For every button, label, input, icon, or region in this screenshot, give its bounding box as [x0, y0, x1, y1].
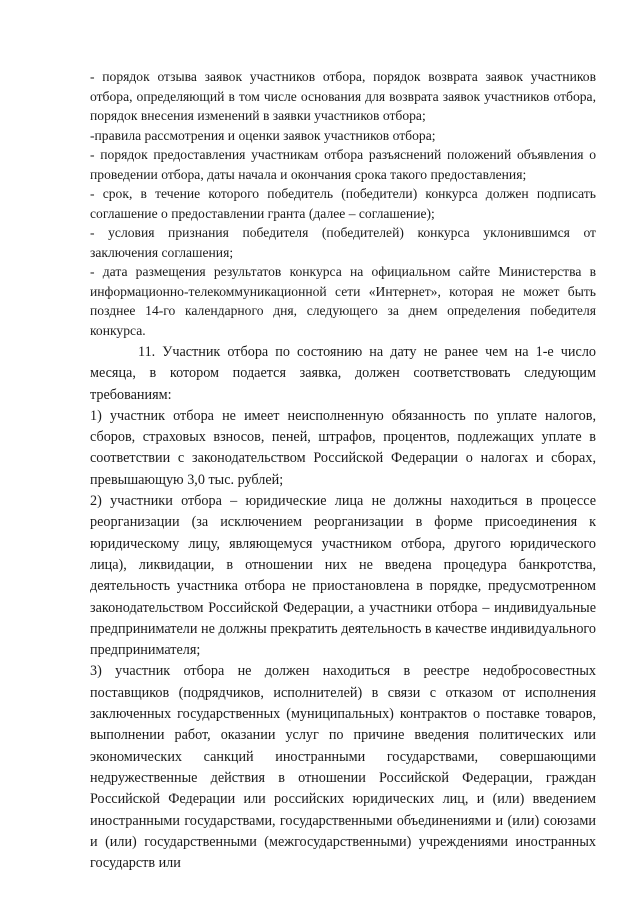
paragraph-11: 11. Участник отбора по состоянию на дату не ранее чем на 1-е число месяца, в котором подается заявка, должен соответствовать следующим требованиям: — [90, 344, 596, 403]
requirement-item: 1) участник отбора не имеет неисполненную обязанность по уплате налогов, сборов, страховых взносов, пеней, штрафов, процентов, подлежащих уплате в соответствии с законодательством Российской Федерации о налогах и сборах, превышающую 3,0 тыс. рублей; — [90, 407, 596, 488]
document-page — [90, 67, 596, 874]
participant-requirements-section — [90, 342, 596, 874]
list-item: - срок, в течение которого победитель (победители) конкурса должен подписать соглашение о предоставлении гранта (далее – соглашение); — [90, 186, 596, 221]
requirement-item: 3) участник отбора не должен находиться в реестре недобросовестных поставщиков (подрядчиков, исполнителей) в связи с отказом от исполнения заключенных государственных (муниципальных) контрактов о поставке товаров, выполнении работ, оказании услуг по причине введения политических или экономических санкций иностранными государствами, совершающими недружественные действия в отношении Российской Федерации, граждан Российской Федерации или российских юридических лиц, и (или) введением иностранными государствами, государственными объединениями и (или) союзами и (или) государственными (межгосударственными) учреждениями иностранных государств или — [90, 663, 596, 872]
announcement-contents-list — [90, 67, 596, 340]
requirement-item: 2) участники отбора – юридические лица не должны находиться в процессе реорганизации (за исключением реорганизации в форме присоединения к юридическому лицу, являющемуся участником отбора, другого юридического лица), ликвидации, в отношении них не введена процедура банкротства, деятельность участника отбора не приостановлена в порядке, предусмотренном законодательством Российской Федерации, а участники отбора – индивидуальные предприниматели не должны прекратить деятельность в качестве индивидуального предпринимателя; — [90, 493, 596, 659]
list-item: - порядок отзыва заявок участников отбора, порядок возврата заявок участников отбора, определяющий в том числе основания для возврата заявок участников отбора, порядок внесения изменений в заявки участников отбора; — [90, 69, 596, 123]
list-item: - дата размещения результатов конкурса на официальном сайте Министерства в информационно-телекоммуникационной сети «Интернет», которая не может быть позднее 14-го календарного дня, следующего за днем определения победителя конкурса. — [90, 264, 596, 338]
list-item: - условия признания победителя (победителей) конкурса уклонившимся от заключения соглашения; — [90, 225, 596, 260]
list-item: - порядок предоставления участникам отбора разъяснений положений объявления о проведении отбора, даты начала и окончания срока такого предоставления; — [90, 147, 596, 182]
list-item: -правила рассмотрения и оценки заявок участников отбора; — [90, 127, 436, 143]
